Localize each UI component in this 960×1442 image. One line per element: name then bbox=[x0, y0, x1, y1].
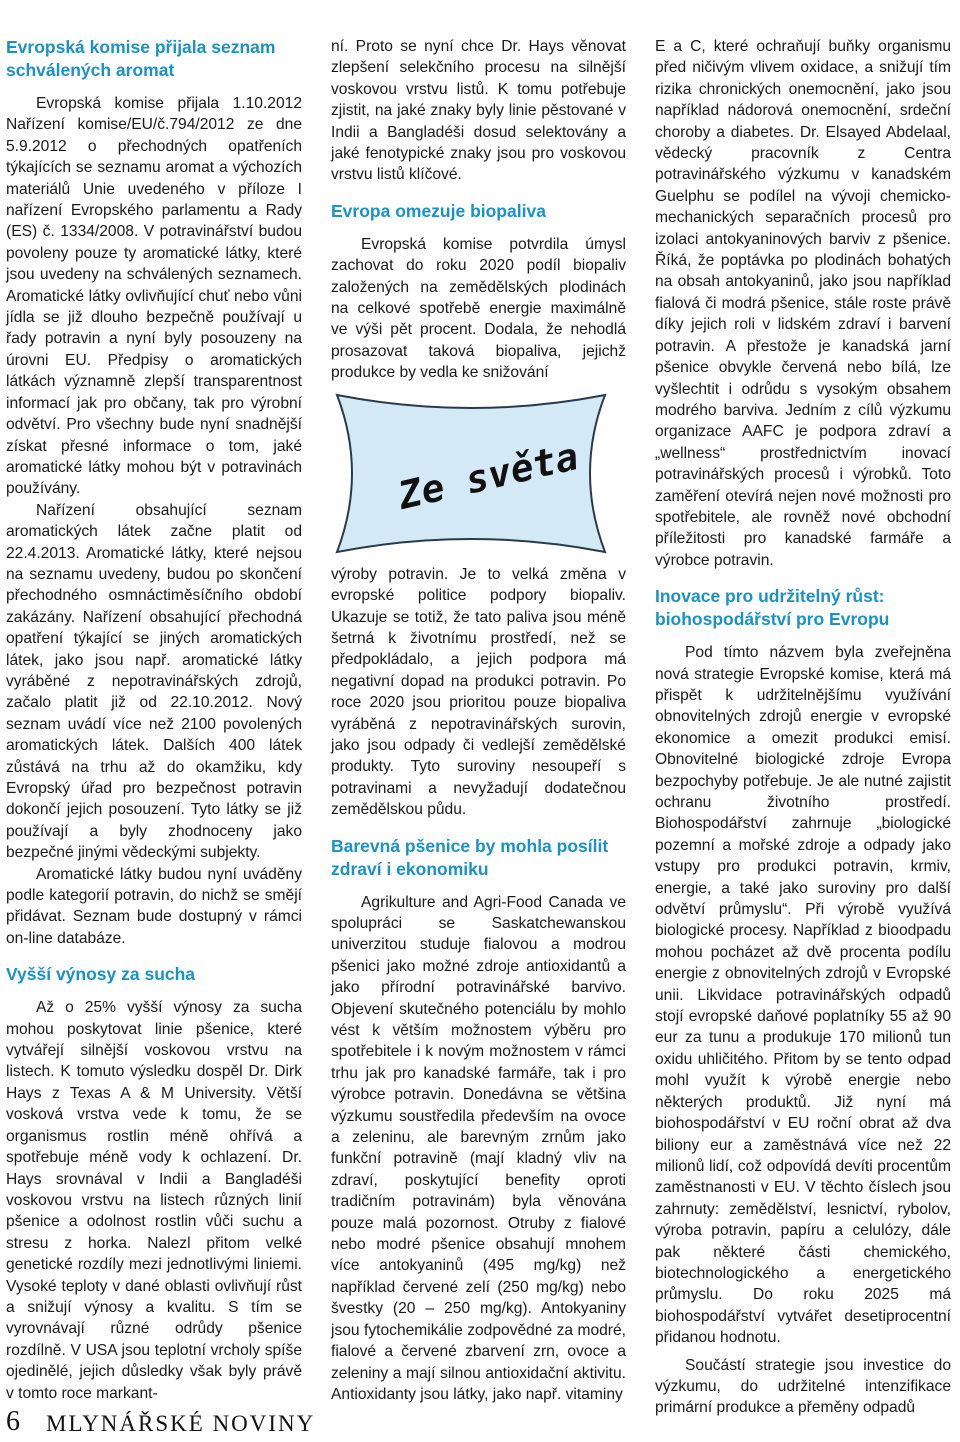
paragraph: Evropská komise přijala 1.10.2012 Nařízení komise/EU/č.794/2012 ze dne 5.9.2012 o přechodných opatřeních týkajících se seznamu aromat a výchozích materiálů Unie uvedeného v příloze I nařízení Evropského parlamentu a Rady (ES) č. 1334/2008. V potravinářství budou povoleny pouze ty aromatické látky, které jsou uvedeny na schválených seznamech. Aromatické látky ovlivňující chuť nebo vůni jídla se již dlouho bezpečně používají u řady potravin a nyní byly posouzeny na úrovni EU. Předpisy o aromatických látkách významně zlepší transparentnost informací jak pro občany, tak pro výrobní odvětví. Pro všechny bude nyní snadnější získat přesné informace o tom, jaké aromatické látky mohou být v potravinách používány. bbox=[6, 95, 302, 498]
paragraph: ní. Proto se nyní chce Dr. Hays věnovat zlepšení selekčního procesu na silnější voskovou vrstvu listů. K tomu potřebuje zjistit, na jaké znaky byly linie pěstované v Indii a Bangladéši dosud selektovány a jaké fenotypické znaky jsou pro voskovou vrstvu listů klíčové. bbox=[331, 38, 626, 184]
heading-inovace: Inovace pro udržitelný růst: biohospodářství pro Evropu bbox=[655, 586, 890, 630]
bowtie-graphic bbox=[331, 391, 611, 556]
paragraph: Aromatické látky budou nyní uváděny podle kategorií potravin, do nichž se smějí přidávat. Seznam bude dostupný v rámci on-line databáze. bbox=[6, 865, 302, 947]
page-number: 6 bbox=[6, 1406, 20, 1437]
page-footer bbox=[6, 1404, 960, 1442]
paragraph: výroby potravin. Je to velká změna v evropské politice podpory biopaliv. Ukazuje se totiž, že tato paliva jsou méně šetrná k životnímu prostředí, než se předpokládalo, a jejich podpora má negativní dopad na produkci potravin. Po roce 2020 jsou prioritou pouze biopaliva vyráběná z nepotravinářských surovin, jako jsou odpady či vedlejší zemědělské produkty. Tyto suroviny nesoupeří s potravinami a nevyžadují dodatečnou zemědělskou půdu. bbox=[331, 565, 626, 819]
paragraph: Evropská komise potvrdila úmysl zachovat do roku 2020 podíl biopaliv založených na zemědělských plodinách na celkové spotřebě energie maximálně ve výši pět procent. Dodala, že nehodlá prosazovat taková biopaliva, jejichž produkce by vedla ke snižování bbox=[331, 235, 626, 382]
badge-ze-sveta: Ze světa bbox=[394, 433, 583, 518]
heading-barevna-psenice: Barevná pšenice by mohla posílit zdraví i ekonomiku bbox=[331, 835, 609, 879]
column-middle bbox=[331, 36, 626, 1405]
paragraph: Agrikulture and Agri-Food Canada ve spolupráci se Saskatchewanskou univerzitou studuje fialovou a modrou pšenici jako možné zdroje antioxidantů a jako přírodní potravinářské barvivo. Objevení skutečného potenciálu by mohlo vést k větším možnostem výběru pro spotřebitele i k novým možnostem v rámci trhu jak pro kanadské farmáře, tak i pro výrobce potravin. Donedávna se většina výzkumu soustředila především na ovoce a zeleninu, ale barevným zrnům jako funkční potravině (mají kladný vliv na zdraví, poskytující benefity oproti tradičním potravinám) byla věnována pouze malá pozornost. Otruby z fialové nebo modré pšenice obsahují mnohem více antokyaninů (495 mg/kg) než například červené zelí (250 mg/kg) nebo švestky (20 – 250 mg/kg). Antokyaniny jsou fytochemikálie zodpovědné za modré, fialové a červené zbarvení zrn, ovoce a zeleniny a mají silnou antioxidační aktivitu. Antioxidanty jsou látky, jako např. vitaminy bbox=[331, 893, 626, 1403]
paragraph: Součástí strategie jsou investice do výzkumu, do udržitelné intenzifikace primární produkce a přeměny odpadů bbox=[655, 1356, 951, 1417]
paragraph: Až o 25% vyšší výnosy za sucha mohou poskytovat linie pšenice, které vytvářejí silnější voskovou vrstvu na listech. K tomuto výsledku dospěl Dr. Dirk Hays z Texas A & M University. Větší vosková vrstva vede k tomu, že se organismus rostlin méně ohřívá a spotřebuje méně vody k ochlazení. Dr. Hays srovnával v Indii a Bangladéši voskovou vrstvu na listech různých linií pšenice a odolnost rostlin vůči suchu a stresu z horka. Nalezl přitom velké genetické rozdíly mezi jednotlivými liniemi. Vysoké teploty v dané oblasti ovlivňují růst a snižují výnosy a kvalitu. S tím se vyrovnávají různé odrůdy pšenice rozdílně. V USA jsou teplotní vrcholy spíše ojedinělé, jejich důsledky však byly právě v tomto roce markant- bbox=[6, 999, 302, 1402]
heading-biopaliva: Evropa omezuje biopaliva bbox=[331, 200, 546, 221]
column-left bbox=[6, 36, 302, 1404]
heading-aromata: Evropská komise přijala seznam schválených aromat bbox=[6, 37, 276, 80]
paragraph: Nařízení obsahující seznam aromatických látek začne platit od 22.4.2013. Aromatické látky, které nejsou na seznamu uvedeny, budou po skončení přechodného osmnáctiměsíčního období zakázány. Nařízení obsahující přechodná opatření týkající se jiných aromatických látek, jako jsou např. aromatické látky vyráběné z nepotravinářských zdrojů, začalo platit již od 22.10.2012. Nový seznam uvádí více než 2100 povolených aromatických látek. Dalších 400 látek zůstává na trhu až do okamžiku, kdy Evropský úřad pro bezpečnost potravin dokončí jejich posouzení. Tyto látky se již používají a byly zhodnoceny jako bezpečné jinými vědeckými subjekty. bbox=[6, 501, 302, 862]
heading-vynosy: Vyšší výnosy za sucha bbox=[6, 964, 196, 985]
paragraph: E a C, které ochraňují buňky organismu před ničivým vlivem oxidace, a snižují tím rizika chronických onemocnění, jako jsou například nádorová onemocnění, srdeční choroby a diabetes. Dr. Elsayed Abdelaal, vědecký pracovník z Centra potravinářského výzkumu v kanadském Guelphu se podílel na vývoji chemicko-mechanických separačních procesů pro izolaci antokyaninových barviv z pšenice. Říká, že poptávka po plodinách bohatých na obsah antokyaninů, jako jsou například fialová či modrá pšenice, stále roste právě díky jejich roli v lidském zdraví i barvení potravin. A přestože je kanadská jarní pšenice obvykle červená nebo bílá, lze vyšlechtit i odrůdu s vysokým obsahem modrého barviva. Jedním z cílů výzkumu organizace AAFC je podpora zdraví a „wellness“ prostřednictvím inovací potravinářských procesů i výrobků. Toto zaměření otevírá nejen nové možnosti pro spotřebitele, ale rovněž nové obchodní příležitosti pro kanadské farmáře a výrobce potravin. bbox=[655, 38, 951, 569]
publication-name: MLYNÁŘSKÉ NOVINY bbox=[46, 1411, 316, 1436]
paragraph: Pod tímto názvem byla zveřejněna nová strategie Evropské komise, která má přispět k udržitelnějšímu využívání obnovitelných zdrojů energie v evropské ekonomice a omezit produkci emisí. Obnovitelné biologické zdroje Evropa bezpochyby potřebuje. Je ale nutné zajistit ochranu životního prostředí. Biohospodářství zahrnuje „biologické pozemní a mořské zdroje a odpady jako vstupy pro produkci potravin, krmiv, energie, a také jako suroviny pro další odvětví průmyslu“. Při výrobě využívá biologické procesy. Například z bioodpadu mohou pocházet až dvě procenta podílu energie z obnovitelných zdrojů v Evropské unii. Likvidace potravinářských odpadů stojí evropské daňové poplatníky 55 až 90 eur za tunu a produkuje 170 milionů tun oxidu uhličitého. Přitom by se tento odpad mohl využít k výrobě energie nebo některých produktů. Již nyní má biohospodářství v EU roční obrat až dva biliony eur a zaměstnává více než 22 milionů lidí, což odpovídá devíti procentům zaměstnanosti v EU. V těchto číslech jsou zahrnuty: zemědělství, lesnictví, rybolov, výroba potravin, papíru a celulózy, dále pak některé části chemického, biotechnologického a energetického průmyslu. Do roku 2025 má biohospodářství vytvářet desetiprocentní přidanou hodnotu. bbox=[655, 644, 951, 1347]
column-right bbox=[655, 36, 951, 1419]
